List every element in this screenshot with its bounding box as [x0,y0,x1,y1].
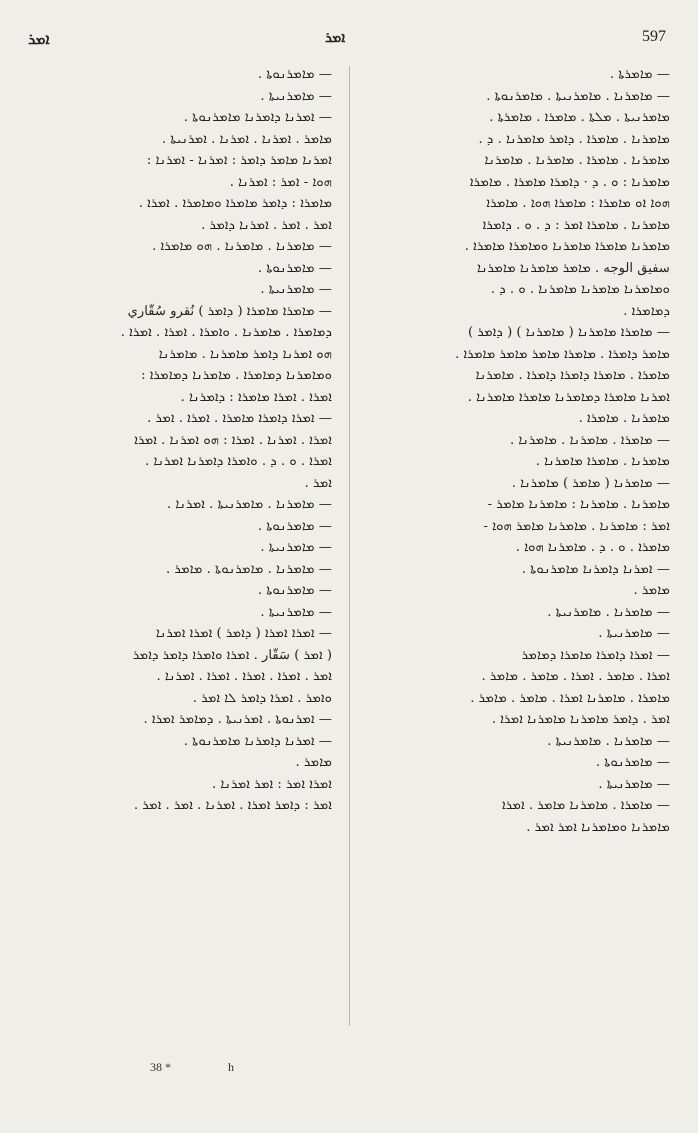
entry-line: ܡܐܡܪܐ : ܕܐܡܪ ܡܐܡܪܐ ܘܡܐܡܪܐ . ܐܡܪܐ . [138,196,332,211]
right-column [368,64,670,1034]
entry-line: ܐܡܪ : ܡܐܡܪܢܐ . ܡܐܡܪܢܐ ܡܐܡܪ ܗܘܐ - [483,518,670,534]
entry-line: — ܡܐܡܪܢܐ . ܡܐܡܪܢܝܬܐ . [547,733,670,749]
entry-line: ܘܐܡܪ . ܐܡܪܐ ܕܐܡܪ ܠܐ ܐܡܪ . [192,690,332,706]
entry-line: — ܐܡܪܐ ܐܡܪܐ ( ܕܐܡܪ ) ܐܡܪܐ ܐܡܪܢܐ [155,626,332,641]
signature-mark: 38 * [150,1060,171,1074]
entry-line: — ܡܐܡܪܢܝܬܐ . [260,282,332,297]
entry-line: — ܡܐܡܪܢܘܬܐ . [257,260,332,276]
entry-line: ܡܐܡܪܢܝܬܐ . ܡܠܬܐ . ܡܐܡܪܐ . ܡܐܡܪܬܐ . [489,110,670,125]
entry-line: ܡܐܡܪ . [633,583,670,598]
entry-line: — ܡܐܡܪܢܐ . ܡܐܡܪܢܝܬܐ . ܐܡܪܢܐ . [167,497,332,512]
entry-line: ܡܐܡܪܐ . ܘ . ܕ . ܡܐܡܪܢܐ ܗܘܐ . [515,540,670,555]
entry-line: — ܐܡܪܢܐ ܕܐܡܪܢܐ ܡܐܡܪܢܘܬܐ . [521,561,670,577]
entry-line: ܡܐܡܪ . [295,755,332,770]
page-footer [0,1060,698,1080]
running-head-left: ܐܡܪ [28,30,50,48]
entry-line: — ܐܡܪܢܐ ܕܐܡܪܢܐ ܡܐܡܪܢܘܬܐ . [183,733,332,749]
entry-line: ܡܐܡܪܢܐ ܘܡܐܡܪܢܐ ܐܡܪ ܐܡܪ . [526,819,670,835]
entry-line: — ܡܐܡܪܢܐ . ܡܐܡܪܢܘܬܐ . ܡܐܡܪ . [165,561,332,577]
entry-line: — ܡܐܡܪܢܝܬܐ . [260,540,332,555]
entry-line: — ܡܐܡܪܢܐ . ܡܐܡܪܢܐ . ܗܘ ܡܐܡܪܐ . [152,239,332,254]
entry-line: ܐܡܪ . ܐܡܪܐ . ܐܡܪܐ . ܐܡܪܐ . ܐܡܪܢܐ . [156,669,332,684]
entry-line: — ܡܐܡܪܢܐ . ܡܐܡܪܢܝܬܐ . ܡܐܡܪܢܘܬܐ . [486,88,670,104]
entry-line: ܕܡܐܡܪܐ . [623,303,670,319]
entry-line: — ܡܐܡܪܢܘܬܐ . [595,755,670,770]
entry-line: ܡܐܡܪܢܐ : ܘ . ܕ · ܕܐܡܪܐ ܡܐܡܪܐ . ܡܐܡܪܐ [469,174,670,190]
entry-line: — ܡܐܡܪܢܝܬܐ . [260,88,332,104]
entry-line: — ܡܐܡܪܢܐ . ܡܐܡܪܢܝܬܐ . [547,604,670,620]
entry-line: ܡܐܡܪ . ܐܡܪܢܐ . ܐܡܪܢܐ . ܐܡܪܢܝܬܐ . [161,131,332,147]
entry-line: ܐܡܪܐ . ܡܐܡܪ . ܐܡܪܐ . ܡܐܡܪ . ܡܐܡܪ . [481,669,670,684]
entry-line: ܐܡܪ . ܕܐܡܪ ܡܐܡܪܢܐ ܡܐܡܪܢܐ ܐܡܪܐ . [491,712,670,727]
entry-line: — ܡܐܡܪܢܘܬܐ . [257,518,332,534]
signature-letter: h [228,1060,234,1074]
column-divider [349,66,350,1026]
entry-line: ܡܐܡܪܢܐ . ܡܐܡܪܐ ܐܡܪ : ܕ . ܘ . ܕܐܡܪܐ [482,217,670,233]
entry-line: — ܐܡܪܐ ܕܐܡܪܐ ܡܐܡܪܐ . ܐܡܪܐ . ܐܡܪ . [147,411,332,426]
entry-line: ܗܘܐ - ܐܡܪ : ܐܡܪܢܐ . [229,174,332,190]
running-head-center: ܐܡܪ [325,30,346,46]
page-header [0,8,698,48]
entry-line: ܗܘܐ ܐܘ ܡܐܡܪܐ : ܡܐܡܪܐ ܗܘܐ . ܡܐܡܪܐ [486,196,670,211]
entry-line: ܡܐܡܪܢܐ . ܡܐܡܪܐ . ܕܐܡܪ ܡܐܡܪܢܐ . ܕ . [478,131,670,147]
entry-line: — ܡܐܡܪܐ ܡܐܡܪܢܐ ( ܡܐܡܪܢܐ ) ( ܕܐܡܪ ) [468,325,670,340]
entry-line: — ܐܡܪܢܘܬܐ . ܐܡܪܢܝܬܐ . ܕܡܐܡܪ ܐܡܪܐ . [143,712,332,727]
entry-line: — ܐܡܪܢܐ ܕܐܡܪܢܐ ܡܐܡܪܢܘܬܐ . [183,110,332,125]
entry-line: ܗܘ ܐܡܪܢܐ ܕܐܡܪ ܡܐܡܪܢܐ . ܡܐܡܪܢܐ [158,346,332,362]
entry-line: — ܡܐܡܪܐ . ܡܐܡܪܢܐ ܡܐܡܪ . ܐܡܪܐ [501,798,670,813]
entry-line: ܐܡܪܐ ܐܡܪ : ܐܡܪ ܐܡܪܢܐ . [212,776,332,792]
entry-line: ܕܡܐܡܪܐ . ܡܐܡܪܢܐ . ܘܐܡܪܐ . ܐܡܪܐ . ܐܡܪܐ . [120,325,332,340]
page-number: 597 [642,28,666,45]
entry-line: ܐܡܪ . ܐܡܪ . ܐܡܪܢܐ ܕܐܡܪ . [201,217,332,233]
entry-line: ܐܡܪ : ܕܐܡܪ ܐܡܪܐ . ܐܡܪܢܐ . ܐܡܪ . ܐܡܪ . [133,798,332,813]
entry-line: ܡܐܡܪܢܐ . ܡܐܡܪܐ . ܡܐܡܪܢܐ . ܡܐܡܪܢܐ [484,153,670,168]
entry-line: ܘܡܐܡܪܢܐ ܡܐܡܪܢܐ ܡܐܡܪܢܐ . ܘ . ܕ . [490,282,670,297]
entry-line: ܡܐܡܪܢܐ . ܡܐܡܪܐ . [578,411,670,426]
entry-line: — ܡܐܡܪܐ ܡܐܡܪܐ ( ܕܐܡܪ ) نُقرو سُقّاري [127,303,332,319]
entry-line: ܐܡܪܐ . ܐܡܪܐ ܡܐܡܪܐ : ܕܐܡܪܢܐ . [180,389,332,405]
entry-line: ܐܡܪ . [304,475,332,491]
entry-line: ܐܡܪܐ . ܘ . ܕ . ܘܐܡܪܐ ܕܐܡܪܢܐ ܐܡܪܢܐ . [145,454,332,469]
entry-line: ܐܡܪܢܐ ܡܐܡܪ ܕܐܡܪ : ܐܡܪܢܐ - ܐܡܪܢܐ : [146,153,332,168]
entry-line: — ܡܐܡܪܢܝܬܐ . [598,776,670,792]
entry-line: ܡܐܡܪܢܐ . ܡܐܡܪܢܐ : ܡܐܡܪܢܐ ܡܐܡܪ - [487,497,670,512]
entry-line: ܡܐܡܪܐ . ܡܐܡܪܐ ܕܐܡܪܐ ܕܐܡܪܐ . ܡܐܡܪܢܐ [475,368,670,383]
entry-line: ܘܡܐܡܪܢܐ ܕܡܐܡܪܐ . ܡܐܡܪܢܐ ܕܡܐܡܪܐ : [141,368,332,383]
entry-line: ܡܐܡܪܐ . ܡܐܡܪܢܐ ܐܡܪܐ . ܡܐܡܪ . ܡܐܡܪ . [470,690,670,706]
entry-line: سفيق الوجه . ܡܐܡܪ ܡܐܡܪܢܐ ܡܐܡܪܢܐ [476,260,670,276]
entry-line: ܡܐܡܪܢܐ . ܡܐܡܪܐ ܡܐܡܪܢܐ . [535,454,670,469]
entry-line: — ܡܐܡܪܢܝܬܐ . [598,626,670,641]
entry-line: — ܡܐܡܪܢܘܬܐ . [257,583,332,598]
entry-line: — ܡܐܡܪܐ . ܡܐܡܪܢܐ . ܡܐܡܪܢܐ . [509,432,670,448]
entry-line: — ܡܐܡܪܢܐ ( ܡܐܡܪ ) ܡܐܡܪܢܐ . [511,475,670,491]
left-column [30,64,332,1034]
entry-line: ( ܐܡܪ ) سَقّار . ܐܡܪܐ ܘܐܡܪܐ ܕܐܡܪ ܕܐܡܪ [132,647,332,663]
entry-line: ܡܐܡܪ ܕܐܡܪܐ . ܡܐܡܪܐ ܡܐܡܪ ܡܐܡܪ ܡܐܡܪܐ . [455,346,670,362]
entry-line: — ܐܡܪܐ ܕܐܡܪܐ ܡܐܡܪܐ ܕܡܐܡܪ [521,647,670,663]
entry-line: — ܡܐܡܪܢܘܬܐ . [257,67,332,82]
entry-line: — ܡܐܡܪܬܐ . [609,67,670,82]
entry-line: ܡܐܡܪܢܐ ܡܐܡܪܐ ܡܐܡܪܢܐ ܘܡܐܡܪܐ ܡܐܡܪܐ . [464,239,670,254]
entry-line: — ܡܐܡܪܢܝܬܐ . [260,604,332,620]
entry-line: ܐܡܪܢܐ ܡܐܡܪܐ ܕܡܐܡܪܢܐ ܡܐܡܪܐ ܡܐܡܪܢܐ . [467,389,670,405]
entry-line: ܐܡܪܐ . ܐܡܪܢܐ . ܐܡܪܐ : ܗܘ ܐܡܪܢܐ . ܐܡܪܐ [134,432,332,448]
